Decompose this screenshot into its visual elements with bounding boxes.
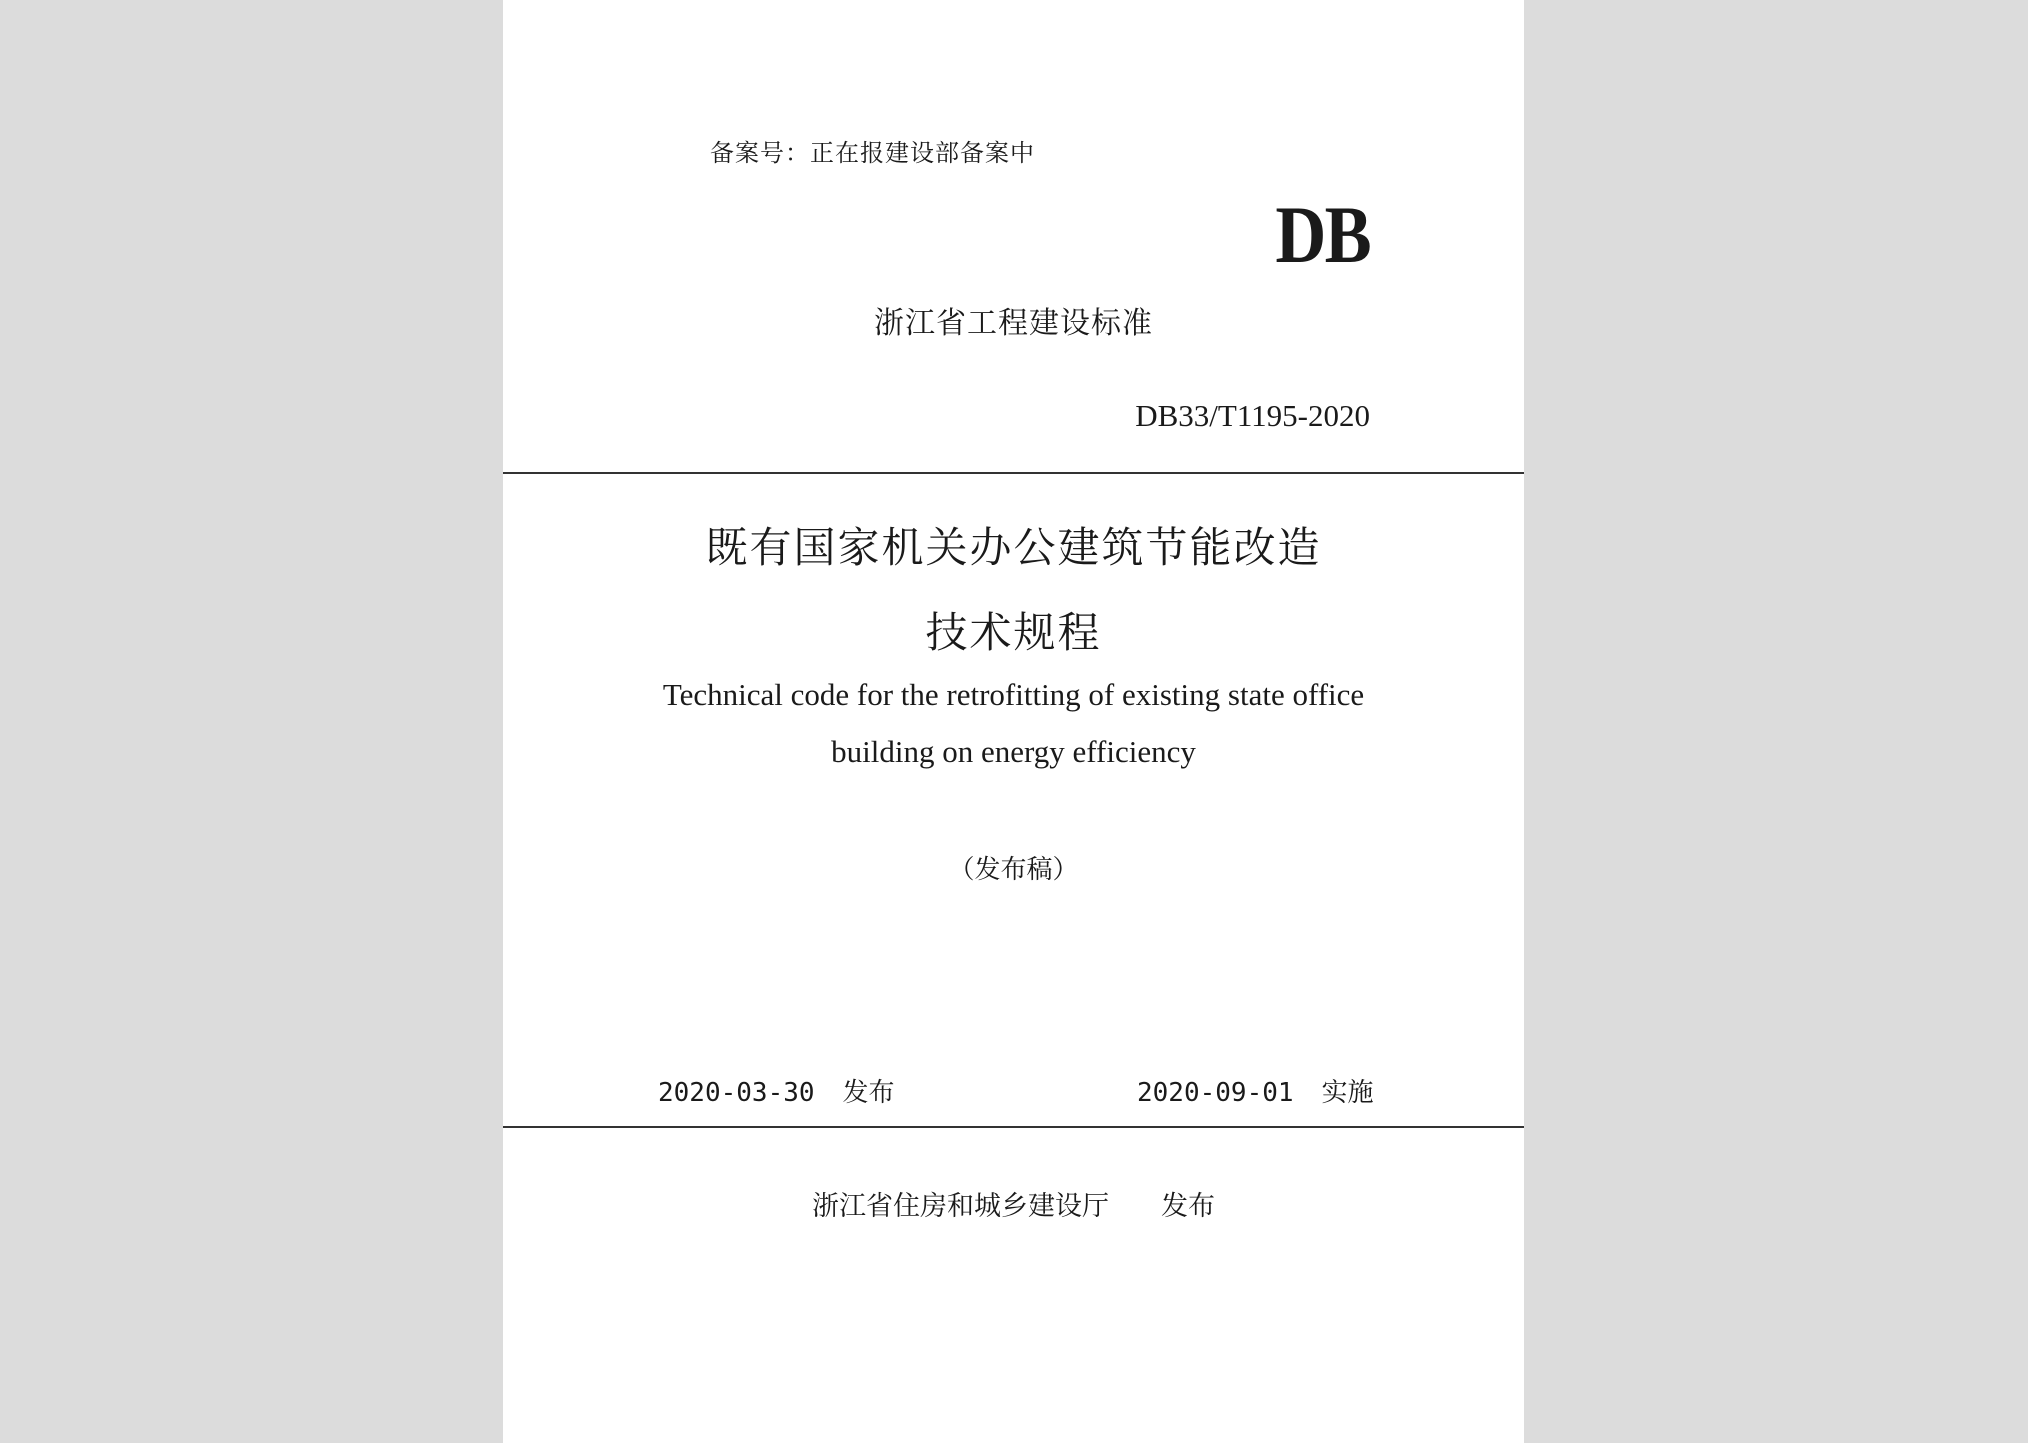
implement-label: 实施: [1321, 1078, 1374, 1108]
title-en-line1: Technical code for the retrofitting of existing state office: [662, 677, 1365, 712]
title-cn-line1: 既有国家机关办公建筑节能改造: [705, 523, 1322, 572]
issuer-block: [503, 1184, 1524, 1223]
standard-type: 浙江省工程建设标准: [874, 306, 1153, 341]
issue-date: 2020-03-30: [658, 1078, 815, 1108]
document-page: [503, 0, 1524, 1443]
title-cn-line2: 技术规程: [925, 608, 1102, 657]
top-divider: [503, 472, 1524, 474]
implement-date: 2020-09-01: [1137, 1078, 1294, 1108]
draft-status: （发布稿）: [948, 855, 1079, 885]
standard-number: DB33/T1195-2020: [1135, 398, 1370, 433]
issue-label: 发布: [842, 1078, 895, 1108]
issuer-action: 发布: [1161, 1191, 1215, 1222]
record-number: 备案号：正在报建设部备案中: [710, 139, 1035, 167]
implement-date-block: [1137, 1072, 1374, 1109]
issuer-name: 浙江省住房和城乡建设厅: [812, 1191, 1109, 1222]
standard-mark: DB: [1275, 189, 1370, 280]
bottom-divider: [503, 1126, 1524, 1128]
issue-date-block: [658, 1072, 895, 1109]
title-en-line2: building on energy efficiency: [831, 734, 1196, 769]
